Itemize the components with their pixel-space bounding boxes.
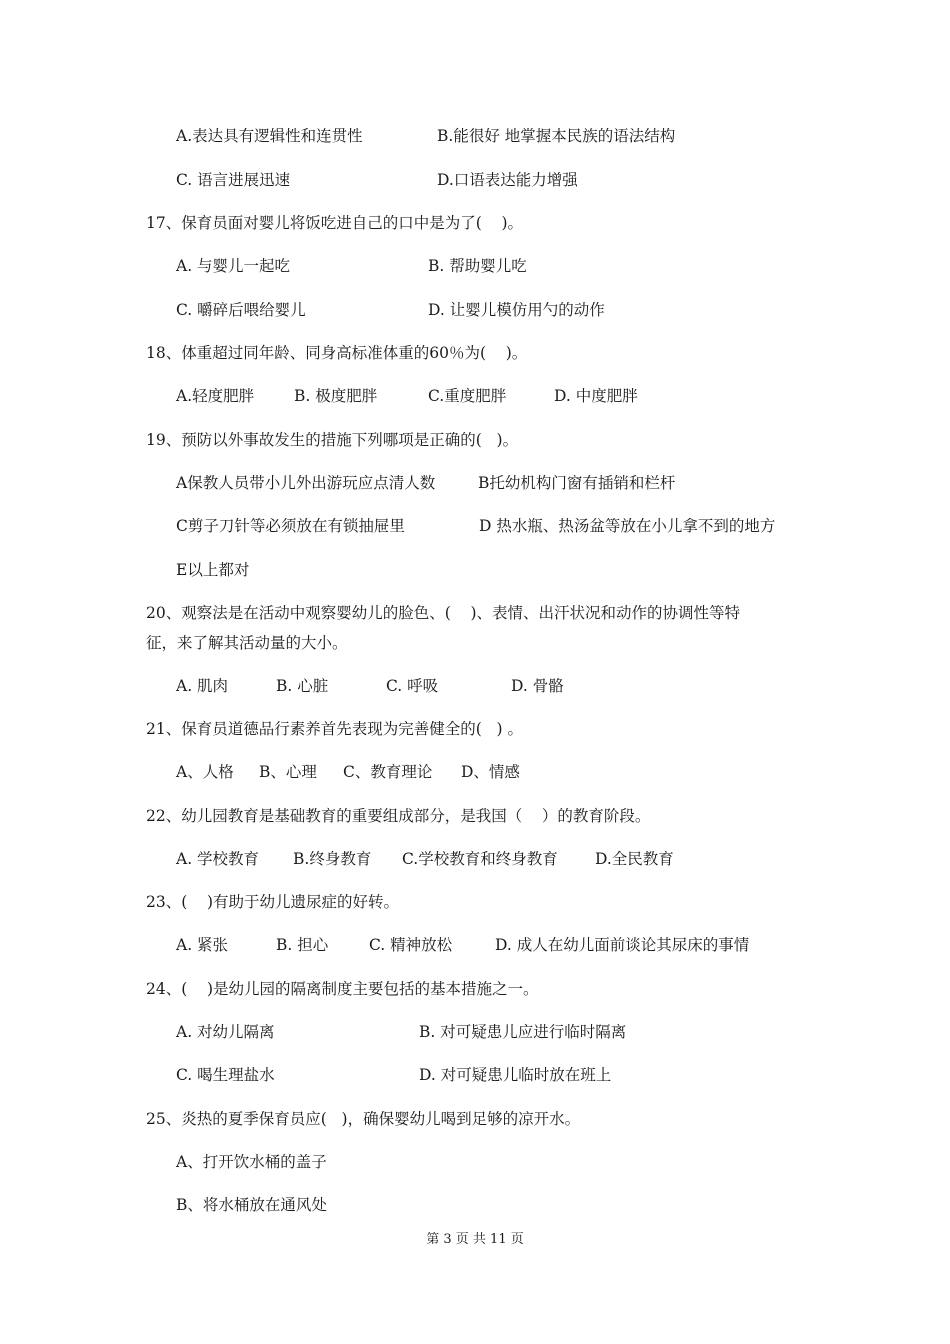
q25-question: 25、炎热的夏季保育员应( )，确保婴幼儿喝到足够的凉开水。: [146, 1110, 581, 1128]
q21-option-a: A、人格: [176, 763, 234, 781]
q21-question: 21、保育员道德品行素养首先表现为完善健全的( ) 。: [146, 720, 524, 738]
q18-option-c: C.重度肥胖: [428, 387, 507, 405]
q18-option-b: B. 极度肥胖: [294, 387, 378, 405]
q19-option-b: B托幼机构门窗有插销和栏杆: [478, 474, 676, 492]
q24-option-d: D. 对可疑患儿临时放在班上: [419, 1066, 612, 1084]
q20-option-a: A. 肌肉: [176, 677, 229, 695]
q20-option-c: C. 呼吸: [386, 677, 439, 695]
q20-option-d: D. 骨骼: [511, 677, 564, 695]
q22-option-c: C.学校教育和终身教育: [402, 850, 558, 868]
q24-option-a: A. 对幼儿隔离: [176, 1023, 275, 1041]
q16-option-b: B.能很好 地掌握本民族的语法结构: [437, 127, 676, 145]
q17-option-d: D. 让婴儿模仿用勺的动作: [428, 301, 605, 319]
q24-question: 24、( )是幼儿园的隔离制度主要包括的基本措施之一。: [146, 980, 539, 998]
q23-option-c: C. 精神放松: [369, 936, 453, 954]
q23-option-d: D. 成人在幼儿面前谈论其尿床的事情: [495, 936, 750, 954]
q18-option-d: D. 中度肥胖: [554, 387, 638, 405]
q17-option-a: A. 与婴儿一起吃: [176, 257, 291, 275]
page-footer: 第 3 页 共 11 页: [426, 1232, 524, 1247]
q20-question-line1: 20、观察法是在活动中观察婴幼儿的脸色、( )、表情、出汗状况和动作的协调性等特: [146, 604, 741, 622]
q25-option-b: B、将水桶放在通风处: [176, 1196, 327, 1214]
q18-option-a: A.轻度肥胖: [176, 387, 255, 405]
q23-option-b: B. 担心: [276, 936, 329, 954]
q17-question: 17、保育员面对婴儿将饭吃进自己的口中是为了( )。: [146, 214, 524, 232]
q24-option-c: C. 喝生理盐水: [176, 1066, 275, 1084]
q19-option-c: C剪子刀针等必须放在有锁抽屉里: [176, 517, 405, 535]
q19-option-e: E以上都对: [176, 561, 250, 579]
q17-option-b: B. 帮助婴儿吃: [428, 257, 527, 275]
q19-question: 19、预防以外事故发生的措施下列哪项是正确的( )。: [146, 431, 519, 449]
q18-question: 18、体重超过同年龄、同身高标准体重的60％为( )。: [146, 344, 528, 362]
q19-option-a: A保教人员带小儿外出游玩应点清人数: [176, 474, 436, 492]
q21-option-b: B、心理: [259, 763, 317, 781]
q25-option-a: A、打开饮水桶的盖子: [176, 1153, 327, 1171]
q20-option-b: B. 心脏: [276, 677, 329, 695]
q22-question: 22、幼儿园教育是基础教育的重要组成部分，是我国（ ）的教育阶段。: [146, 807, 651, 825]
q22-option-b: B.终身教育: [293, 850, 372, 868]
q23-question: 23、( )有助于幼儿遗尿症的好转。: [146, 893, 400, 911]
q21-option-c: C、教育理论: [343, 763, 433, 781]
q24-option-b: B. 对可疑患儿应进行临时隔离: [419, 1023, 627, 1041]
q19-option-d: D 热水瓶、热汤盆等放在小儿拿不到的地方: [479, 517, 776, 535]
q16-option-a: A.表达具有逻辑性和连贯性: [176, 127, 363, 145]
q22-option-d: D.全民教育: [595, 850, 674, 868]
q16-option-d: D.口语表达能力增强: [437, 171, 578, 189]
q23-option-a: A. 紧张: [176, 936, 229, 954]
q17-option-c: C. 嚼碎后喂给婴儿: [176, 301, 306, 319]
q21-option-d: D、情感: [461, 763, 520, 781]
q20-question-line2: 征，来了解其活动量的大小。: [146, 634, 348, 652]
q16-option-c: C. 语言进展迅速: [176, 171, 291, 189]
q22-option-a: A. 学校教育: [176, 850, 260, 868]
